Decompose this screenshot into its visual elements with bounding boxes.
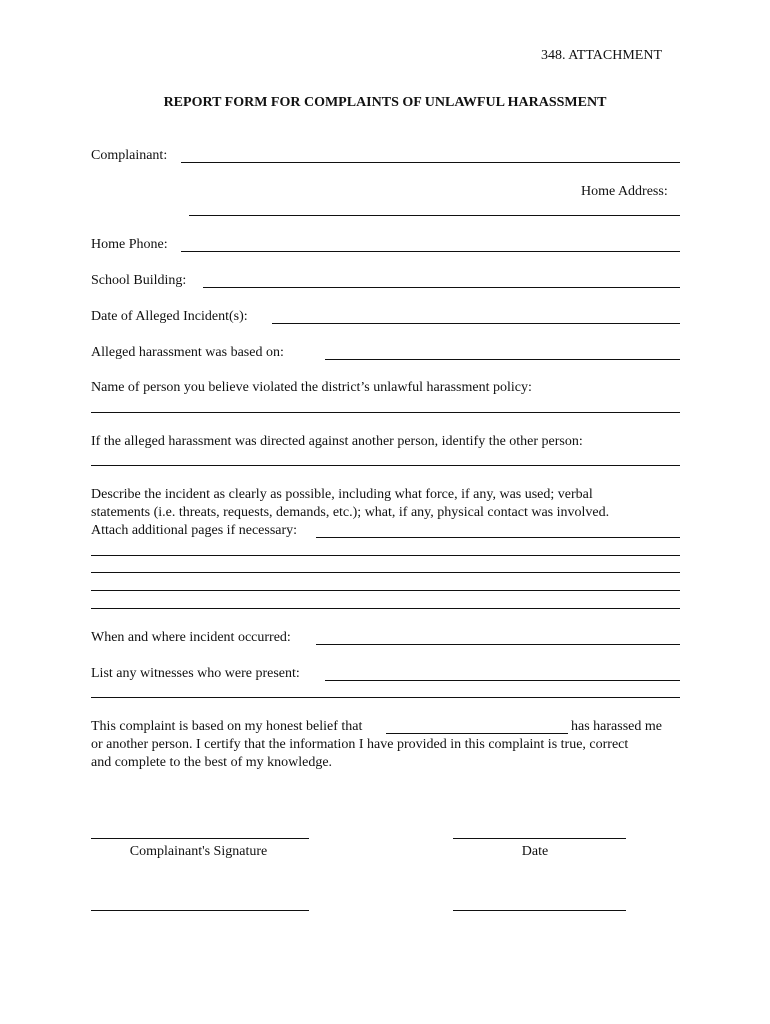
describe-field-line[interactable]: [316, 537, 680, 538]
incident-date-field[interactable]: [272, 323, 680, 324]
witnesses-field[interactable]: [325, 680, 680, 681]
harassment-basis-field[interactable]: [325, 359, 680, 360]
witnesses-field[interactable]: [91, 697, 680, 698]
signature-label: Complainant's Signature: [129, 844, 268, 859]
form-title: REPORT FORM FOR COMPLAINTS OF UNLAWFUL HARASSMENT: [163, 95, 607, 110]
violator-label: Name of person you believe violated the district’s unlawful harassment policy:: [91, 380, 532, 395]
violator-field[interactable]: [91, 412, 680, 413]
home-phone-field[interactable]: [181, 251, 680, 252]
when-where-label: When and where incident occurred:: [91, 630, 291, 645]
date-field[interactable]: [453, 838, 626, 839]
harasser-name-field[interactable]: [386, 733, 568, 734]
complainant-field[interactable]: [181, 162, 680, 163]
describe-field-line[interactable]: [91, 555, 680, 556]
complainant-signature-field[interactable]: [91, 838, 309, 839]
home-phone-label: Home Phone:: [91, 237, 168, 252]
home-address-field[interactable]: [189, 215, 680, 216]
certification-text-part-1: This complaint is based on my honest belief that: [91, 719, 363, 734]
describe-field-line[interactable]: [91, 608, 680, 609]
certification-text-part-2: has harassed me: [571, 719, 662, 734]
harassment-basis-label: Alleged harassment was based on:: [91, 345, 284, 360]
second-date-field[interactable]: [453, 910, 626, 911]
complainant-label: Complainant:: [91, 148, 168, 163]
home-address-label: Home Address:: [581, 184, 668, 199]
second-signature-field[interactable]: [91, 910, 309, 911]
certification-text-line-3: and complete to the best of my knowledge.: [91, 755, 333, 770]
date-label: Date: [521, 844, 549, 859]
describe-text-line-3: Attach additional pages if necessary:: [91, 523, 298, 538]
school-building-label: School Building:: [91, 273, 187, 288]
when-where-field[interactable]: [316, 644, 680, 645]
school-building-field[interactable]: [203, 287, 680, 288]
certification-text-line-2: or another person. I certify that the information I have provided in this complaint is true, correct: [91, 737, 629, 752]
describe-text-line-1: Describe the incident as clearly as possible, including what force, if any, was used; verbal: [91, 487, 593, 502]
describe-field-line[interactable]: [91, 590, 680, 591]
incident-date-label: Date of Alleged Incident(s):: [91, 309, 248, 324]
describe-field-line[interactable]: [91, 572, 680, 573]
witnesses-label: List any witnesses who were present:: [91, 666, 300, 681]
other-person-field[interactable]: [91, 465, 680, 466]
describe-text-line-2: statements (i.e. threats, requests, demands, etc.); what, if any, physical contact was involved.: [91, 505, 610, 520]
attachment-number: 348. ATTACHMENT: [541, 48, 662, 63]
other-person-label: If the alleged harassment was directed against another person, identify the other person:: [91, 434, 583, 449]
